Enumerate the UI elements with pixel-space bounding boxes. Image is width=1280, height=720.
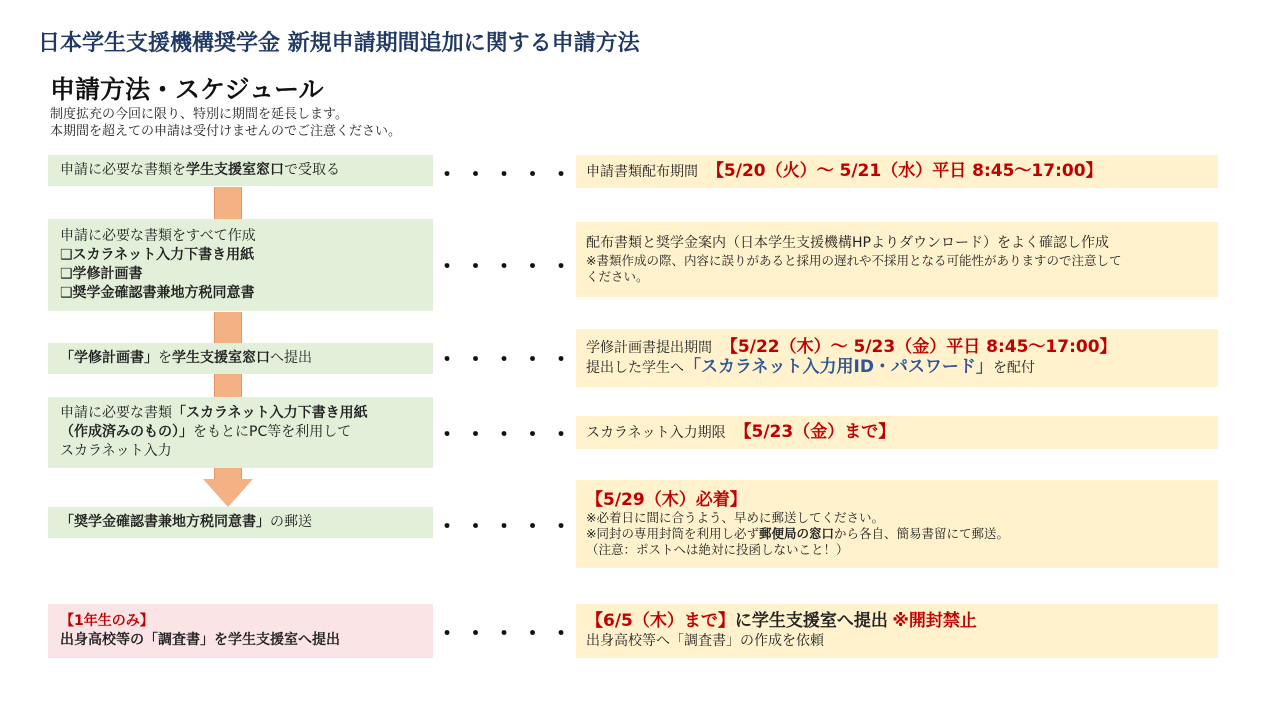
step-text: をもとにPC等を利用して [193,424,352,440]
detail-text: を配付 [992,360,1035,376]
intro-line: 制度拡充の今回に限り、特別に期間を延長します。 [50,107,348,122]
dot-leader: ・ ・ ・ ・ ・ [436,515,572,540]
detail-note: から各自、簡易書留にて郵送。 [834,525,1010,541]
step-emphasis: 学生支援室窓口 [172,350,270,366]
intro-text [50,106,401,140]
step-4-box [48,397,433,468]
page-title: 日本学生支援機構奨学金 新規申請期間追加に関する申請方法 [38,31,640,56]
step-text: 申請に必要な書類をすべて作成 [60,228,256,244]
step-emphasis: 「スカラネット入力下書き用紙 [172,405,368,421]
detail-emphasis: 郵便局の窓口 [758,525,834,541]
step-4-detail [576,416,1218,449]
dot-leader: ・ ・ ・ ・ ・ [436,423,572,448]
dot-leader: ・ ・ ・ ・ ・ [436,163,572,188]
flow-arrow-shaft [214,312,242,344]
step-text: 出身高校等の「調査書」を学生支援室へ提出 [60,632,340,648]
step-2-detail [576,222,1218,297]
detail-text: 出身高校等へ「調査書」の作成を依頼 [586,632,824,649]
detail-note: ※書類作成の際、内容に誤りがあると採用の遅れや不採用となる可能性がありますので注意して [586,253,1122,268]
step-text: スカラネット入力 [60,443,172,459]
flow-arrow-shaft [214,187,242,219]
detail-note: ※同封の専用封筒を利用し必ず [586,525,759,541]
period-value: 【5/23（金）まで】 [734,421,896,442]
step-1-detail [576,155,1218,188]
flow-arrow-head-icon [203,479,253,507]
deadline-heading: 【6/5（木）まで】 [586,610,735,631]
step-6-detail [576,604,1218,658]
dot-leader: ・ ・ ・ ・ ・ [436,622,572,647]
period-label: 学修計画書提出期間 [586,340,712,356]
dot-leader: ・ ・ ・ ・ ・ [436,348,572,373]
period-label: 申請書類配布期間 [586,163,698,180]
intro-line: 本期間を超えての申請は受付けませんのでご注意ください。 [50,124,402,139]
flow-arrow-shaft [214,374,242,398]
step-2-box [48,219,433,311]
step-3-detail [576,329,1218,387]
section-title: 申請方法・スケジュール [50,75,324,104]
document-item: ❑奨学金確認書兼地方税同意書 [60,285,255,301]
step-text: 申請に必要な書類 [60,405,172,421]
step-1-box [48,155,433,186]
period-value: 【5/22（木）～ 5/23（金）平日 8:45～17:00】 [720,337,1117,357]
step-5-detail [576,480,1218,568]
detail-text: 配布書類と奨学金案内（日本学生支援機構HPよりダウンロード）をよく確認し作成 [586,235,1109,251]
credential-highlight: 「スカラネット入力用ID・パスワード」 [684,357,993,377]
period-value: 【5/20（火）～ 5/21（水）平日 8:45～17:00】 [706,160,1103,181]
step-text: を [158,350,172,366]
step-text: 申請に必要な書類を [60,162,186,178]
dot-leader: ・ ・ ・ ・ ・ [436,255,572,280]
document-item: ❑学修計画書 [60,266,143,282]
step-emphasis: 学生支援室窓口 [186,162,284,178]
step-5-box [48,507,433,538]
detail-note: （注意：ポストへは絶対に投函しないこと！） [586,541,849,557]
step-3-box [48,343,433,374]
detail-text: 提出した学生へ [586,360,684,376]
first-year-tag: 【1年生のみ】 [60,613,154,629]
detail-emphasis: に学生支援室へ提出 [734,610,888,631]
warning-text: ※開封禁止 [892,610,977,631]
step-emphasis: 「奨学金確認書兼地方税同意書」 [60,514,270,530]
period-label: スカラネット入力期限 [586,424,726,441]
detail-note: ください。 [586,269,649,284]
step-text: へ提出 [270,350,312,366]
step-emphasis: （作成済みのもの）」 [60,424,193,440]
step-emphasis: 「学修計画書」 [60,350,158,366]
step-text: で受取る [284,162,340,178]
document-item: ❑スカラネット入力下書き用紙 [60,247,255,263]
detail-note: ※必着日に間に合うよう、早めに郵送してください。 [586,509,884,525]
deadline-heading: 【5/29（木）必着】 [586,489,747,510]
step-text: の郵送 [270,514,312,530]
step-6-box [48,604,433,658]
